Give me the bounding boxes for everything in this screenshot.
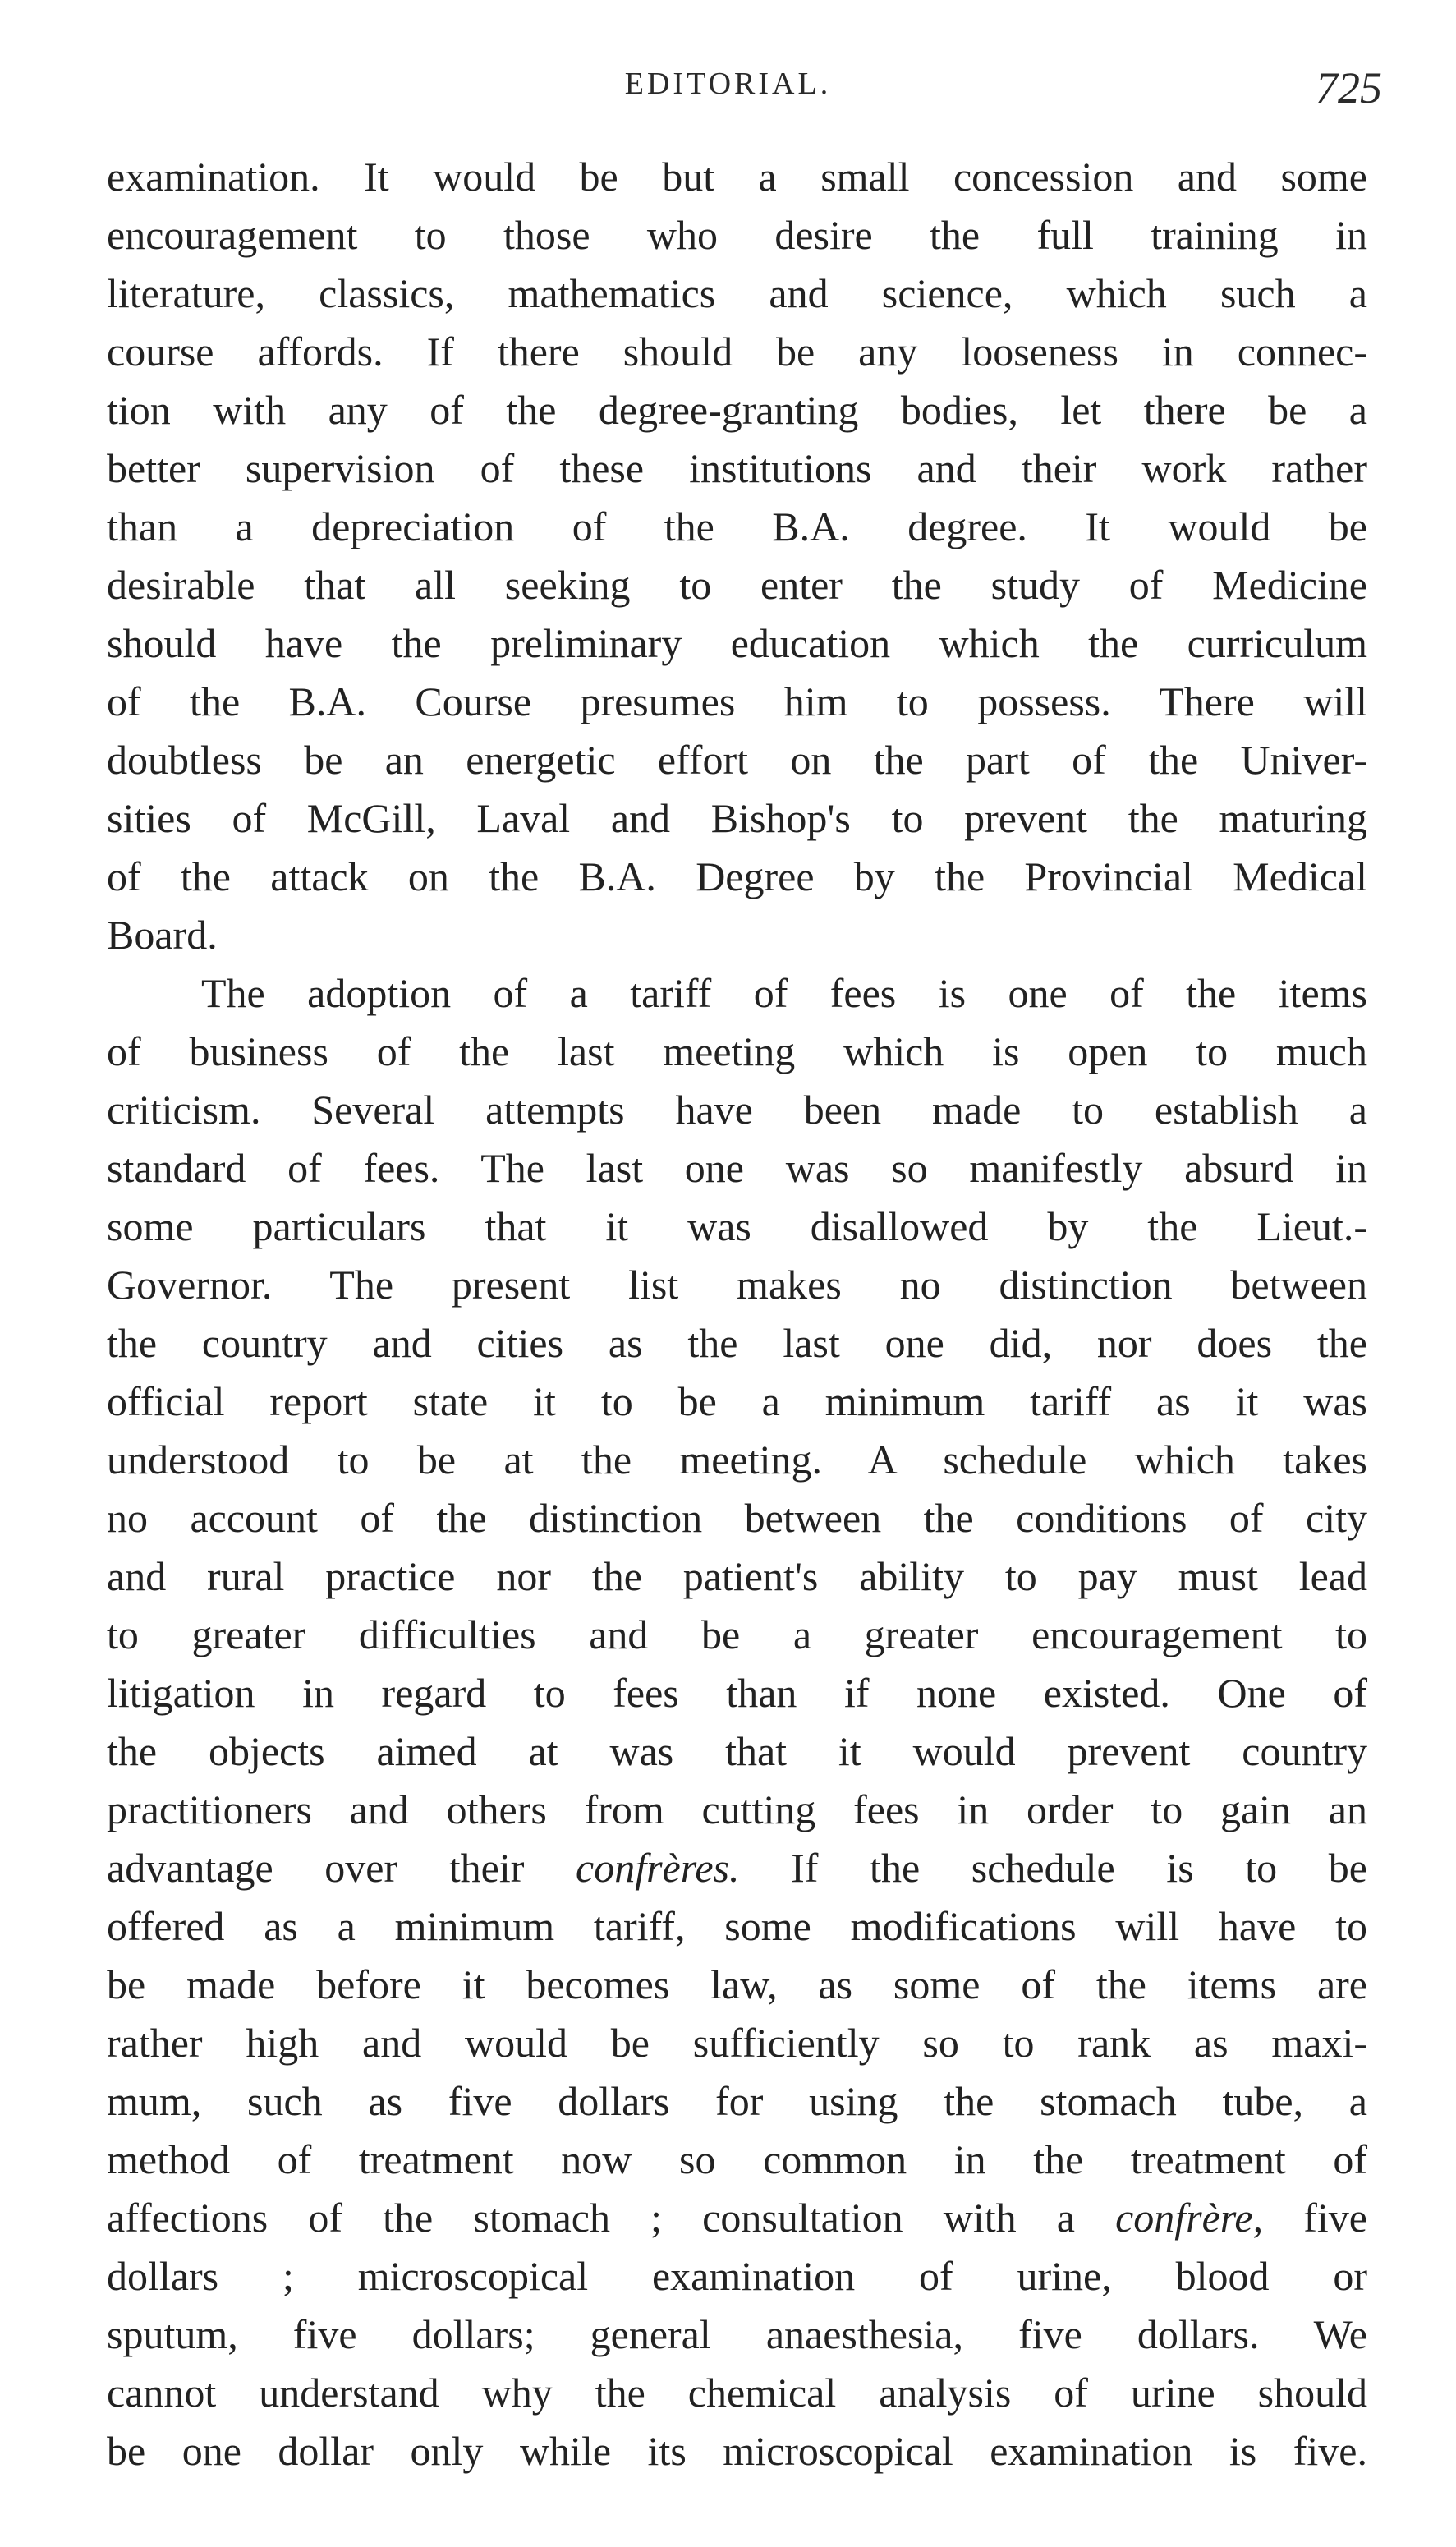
- text-line: no account of the distinction between the conditions of city: [107, 1495, 1367, 1541]
- text-line: encouragement to those who desire the full training in: [107, 212, 1367, 258]
- text-line: be one dollar only while its microscopical examination is five.: [107, 2428, 1367, 2474]
- text-line: litigation in regard to fees than if none existed. One of: [107, 1670, 1367, 1716]
- text-line: [107, 1839, 1367, 1897]
- italic-term: confrère,: [1115, 2195, 1264, 2241]
- text-line: the objects aimed at was that it would prevent country: [107, 1728, 1367, 1774]
- line-text: affections of the stomach ; consultation with a: [107, 2195, 1116, 2241]
- text-line: tion with any of the degree-granting bodies, let there be a: [107, 387, 1367, 433]
- text-line: of business of the last meeting which is open to much: [107, 1028, 1367, 1074]
- line-text: If the schedule is to be: [739, 1845, 1367, 1891]
- running-head: [0, 63, 1456, 115]
- text-line: standard of fees. The last one was so manifestly absurd in: [107, 1145, 1367, 1191]
- text-line: better supervision of these institutions and their work rather: [107, 445, 1367, 491]
- text-line: offered as a minimum tariff, some modifications will have to: [107, 1903, 1367, 1949]
- italic-term: confrères.: [576, 1845, 740, 1891]
- text-line: sputum, five dollars; general anaesthesia, five dollars. We: [107, 2311, 1367, 2357]
- text-line: the country and cities as the last one did, nor does the: [107, 1320, 1367, 1366]
- text-line: understood to be at the meeting. A schedule which takes: [107, 1437, 1367, 1483]
- text-line: literature, classics, mathematics and science, which such a: [107, 270, 1367, 316]
- text-line: Board.: [107, 912, 218, 958]
- page-number: 725: [1316, 63, 1382, 113]
- text-line: rather high and would be sufficiently so to rank as maxi-: [107, 2020, 1367, 2066]
- paragraph-start-line: The adoption of a tariff of fees is one of the items: [201, 970, 1367, 1016]
- running-title: EDITORIAL.: [624, 67, 832, 101]
- text-line: of the B.A. Course presumes him to possess. There will: [107, 678, 1367, 724]
- text-line: doubtless be an energetic effort on the part of the Univer-: [107, 737, 1367, 783]
- text-line: practitioners and others from cutting fees in order to gain an: [107, 1786, 1367, 1832]
- text-line: criticism. Several attempts have been made to establish a: [107, 1087, 1367, 1133]
- text-line: [107, 2189, 1367, 2247]
- text-line: course affords. If there should be any looseness in connec-: [107, 329, 1367, 375]
- editorial-text: [107, 148, 1367, 2480]
- text-line: Governor. The present list makes no distinction between: [107, 1262, 1367, 1308]
- text-line: to greater difficulties and be a greater encouragement to: [107, 1611, 1367, 1657]
- text-line: and rural practice nor the patient's ability to pay must lead: [107, 1553, 1367, 1599]
- text-line: official report state it to be a minimum tariff as it was: [107, 1378, 1367, 1424]
- text-line: examination. It would be but a small concession and some: [107, 154, 1367, 200]
- text-line: be made before it becomes law, as some of the items are: [107, 1961, 1367, 2007]
- text-line: some particulars that it was disallowed by the Lieut.-: [107, 1203, 1367, 1249]
- text-line: sities of McGill, Laval and Bishop's to prevent the maturing: [107, 795, 1367, 841]
- line-text: advantage over their: [107, 1845, 576, 1891]
- text-line: desirable that all seeking to enter the study of Medicine: [107, 562, 1367, 608]
- text-line: cannot understand why the chemical analysis of urine should: [107, 2370, 1367, 2416]
- text-line: of the attack on the B.A. Degree by the Provincial Medical: [107, 853, 1367, 899]
- text-line: should have the preliminary education which the curriculum: [107, 620, 1367, 666]
- text-line: method of treatment now so common in the treatment of: [107, 2136, 1367, 2182]
- text-line: dollars ; microscopical examination of urine, blood or: [107, 2253, 1367, 2299]
- line-text: five: [1263, 2195, 1367, 2241]
- text-line: than a depreciation of the B.A. degree. It would be: [107, 503, 1367, 549]
- text-line: mum, such as five dollars for using the stomach tube, a: [107, 2078, 1367, 2124]
